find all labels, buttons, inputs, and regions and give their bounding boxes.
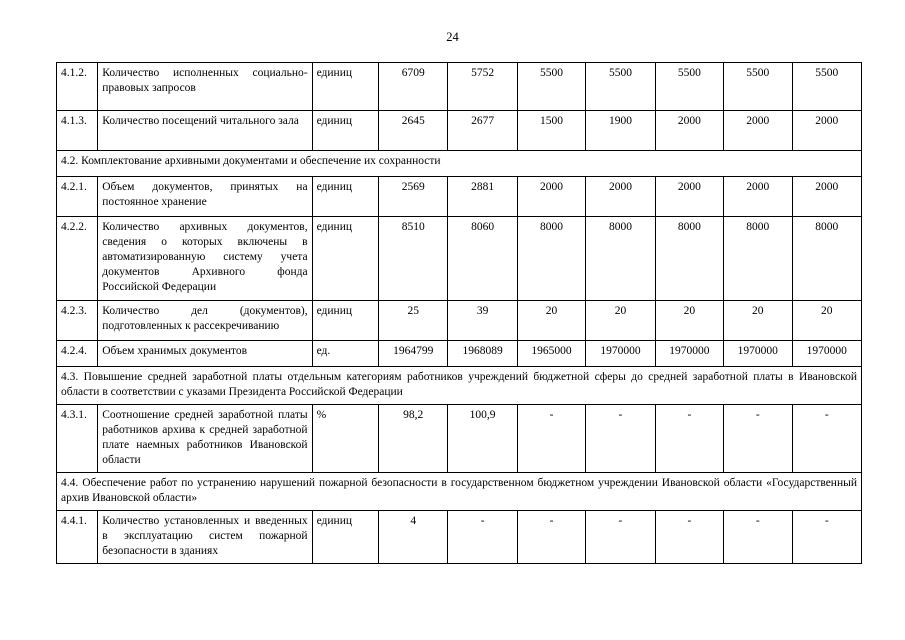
value-cell: 2881 <box>448 177 517 217</box>
section-row <box>57 473 862 511</box>
value-cell: 8000 <box>792 217 861 301</box>
row-unit: единиц <box>312 63 378 111</box>
row-name: Количество архивных документов, сведения о которых включены в автоматизированную систему учета документов Архивного фонда Российской Федерации <box>98 217 312 301</box>
value-cell: 6709 <box>378 63 447 111</box>
row-code: 4.1.3. <box>57 111 98 151</box>
row-code: 4.2.1. <box>57 177 98 217</box>
value-cell: 1965000 <box>517 341 585 367</box>
value-cell: - <box>517 405 585 473</box>
table-row <box>57 511 862 564</box>
value-cell: 8000 <box>517 217 585 301</box>
section-row <box>57 367 862 405</box>
row-unit: единиц <box>312 511 378 564</box>
value-cell: 2000 <box>517 177 585 217</box>
value-cell: - <box>448 511 517 564</box>
value-cell: 8000 <box>655 217 723 301</box>
value-cell: 2569 <box>378 177 447 217</box>
value-cell: - <box>517 511 585 564</box>
value-cell: - <box>724 405 792 473</box>
value-cell: 1970000 <box>792 341 861 367</box>
value-cell: 2000 <box>724 111 792 151</box>
value-cell: 2000 <box>724 177 792 217</box>
value-cell: 1500 <box>517 111 585 151</box>
value-cell: 2000 <box>792 111 861 151</box>
value-cell: - <box>792 511 861 564</box>
value-cell: 20 <box>724 301 792 341</box>
value-cell: 25 <box>378 301 447 341</box>
table-row <box>57 341 862 367</box>
indicators-table <box>56 62 862 564</box>
value-cell: - <box>586 405 655 473</box>
row-unit: единиц <box>312 177 378 217</box>
row-code: 4.2.3. <box>57 301 98 341</box>
page-number: 24 <box>446 30 459 44</box>
row-code: 4.3.1. <box>57 405 98 473</box>
table-row <box>57 405 862 473</box>
value-cell: 8000 <box>724 217 792 301</box>
value-cell: 100,9 <box>448 405 517 473</box>
section-title: 4.4. Обеспечение работ по устранению нарушений пожарной безопасности в государственном бюджетном учреждении Ивановской области «Государственный архив Ивановской области» <box>57 473 862 511</box>
row-code: 4.4.1. <box>57 511 98 564</box>
row-code: 4.2.4. <box>57 341 98 367</box>
row-unit: % <box>312 405 378 473</box>
row-unit: единиц <box>312 111 378 151</box>
row-unit: единиц <box>312 217 378 301</box>
row-name: Количество посещений читального зала <box>98 111 312 151</box>
table-row <box>57 217 862 301</box>
value-cell: 8510 <box>378 217 447 301</box>
value-cell: 2000 <box>586 177 655 217</box>
row-code: 4.1.2. <box>57 63 98 111</box>
value-cell: 1964799 <box>378 341 447 367</box>
value-cell: 5500 <box>517 63 585 111</box>
value-cell: 20 <box>655 301 723 341</box>
value-cell: - <box>586 511 655 564</box>
value-cell: 1968089 <box>448 341 517 367</box>
row-code: 4.2.2. <box>57 217 98 301</box>
row-unit: ед. <box>312 341 378 367</box>
row-name: Соотношение средней заработной платы работников архива к средней заработной плате наемных работников Ивановской области <box>98 405 312 473</box>
table-row <box>57 177 862 217</box>
value-cell: - <box>792 405 861 473</box>
value-cell: - <box>655 405 723 473</box>
value-cell: 2000 <box>655 177 723 217</box>
value-cell: 1900 <box>586 111 655 151</box>
value-cell: - <box>724 511 792 564</box>
table-body <box>57 63 862 564</box>
section-title: 4.3. Повышение средней заработной платы отдельным категориям работников учреждений бюджетной сферы до средней заработной платы в Ивановской области в соответствии с указами Президента Российской Федерации <box>57 367 862 405</box>
value-cell: 5500 <box>724 63 792 111</box>
value-cell: 39 <box>448 301 517 341</box>
value-cell: 5752 <box>448 63 517 111</box>
value-cell: 5500 <box>792 63 861 111</box>
value-cell: 5500 <box>655 63 723 111</box>
row-unit: единиц <box>312 301 378 341</box>
value-cell: 20 <box>586 301 655 341</box>
value-cell: - <box>655 511 723 564</box>
value-cell: 8000 <box>586 217 655 301</box>
value-cell: 2000 <box>792 177 861 217</box>
row-name: Объем хранимых документов <box>98 341 312 367</box>
value-cell: 8060 <box>448 217 517 301</box>
value-cell: 1970000 <box>655 341 723 367</box>
value-cell: 5500 <box>586 63 655 111</box>
value-cell: 20 <box>792 301 861 341</box>
row-name: Объем документов, принятых на постоянное хранение <box>98 177 312 217</box>
value-cell: 2645 <box>378 111 447 151</box>
section-row <box>57 151 862 177</box>
value-cell: 2677 <box>448 111 517 151</box>
table-row <box>57 301 862 341</box>
value-cell: 1970000 <box>586 341 655 367</box>
value-cell: 2000 <box>655 111 723 151</box>
value-cell: 98,2 <box>378 405 447 473</box>
value-cell: 4 <box>378 511 447 564</box>
section-title: 4.2. Комплектование архивными документами и обеспечение их сохранности <box>57 151 862 177</box>
table-row <box>57 111 862 151</box>
row-name: Количество дел (документов), подготовленных к рассекречиванию <box>98 301 312 341</box>
value-cell: 1970000 <box>724 341 792 367</box>
row-name: Количество установленных и введенных в эксплуатацию систем пожарной безопасности в зданиях <box>98 511 312 564</box>
table-row <box>57 63 862 111</box>
value-cell: 20 <box>517 301 585 341</box>
row-name: Количество исполненных социально-правовых запросов <box>98 63 312 111</box>
